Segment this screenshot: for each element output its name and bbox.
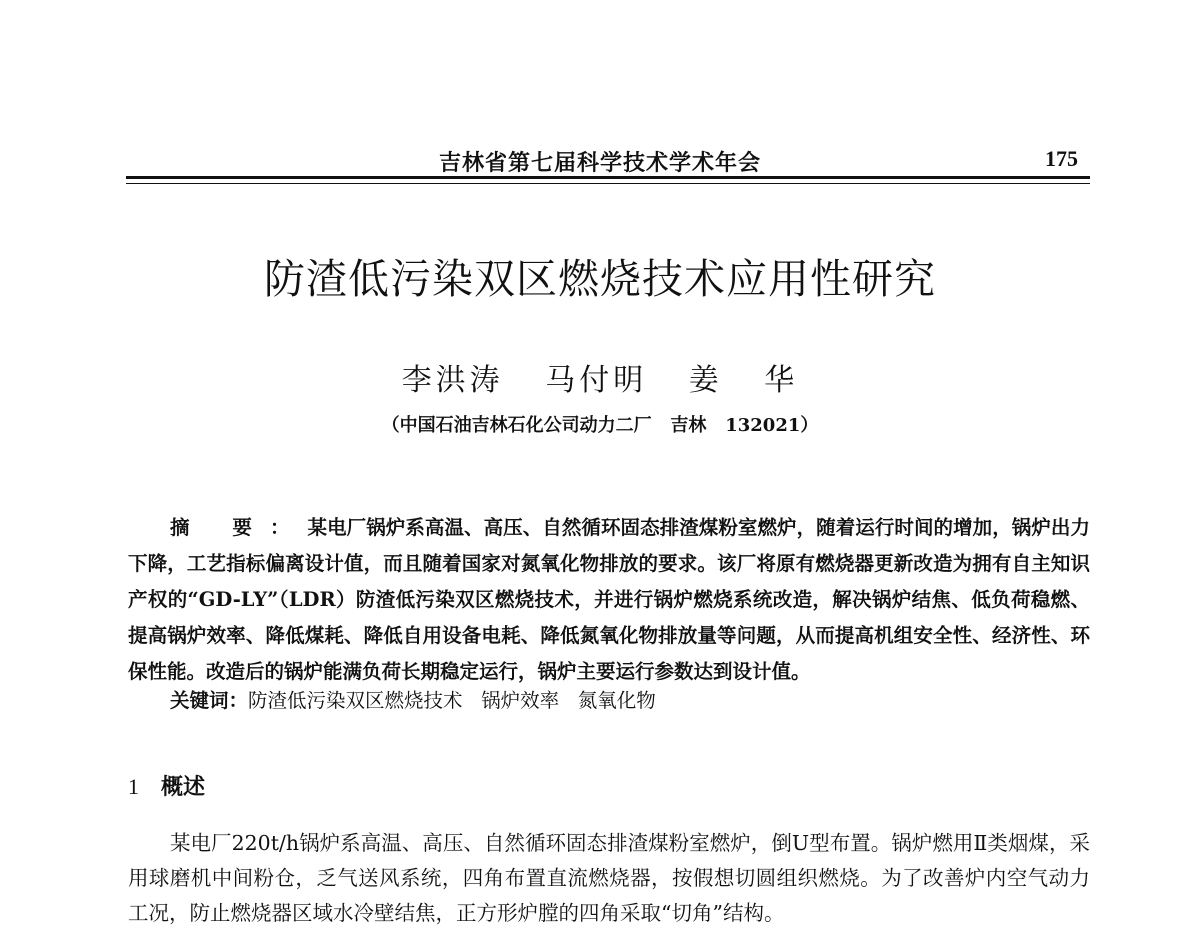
header-rule-thick <box>126 176 1090 179</box>
header-rule-thin <box>126 183 1090 184</box>
author-affiliation: （中国石油吉林石化公司动力二厂 吉林 132021） <box>381 415 819 436</box>
abstract-text: 某电厂锅炉系高温、高压、自然循环固态排渣煤粉室燃炉，随着运行时间的增加，锅炉出力下降，工艺指标偏离设计值，而且随着国家对氮氧化物排放的要求。该厂将原有燃烧器更新改造为拥有自主知识产权的“GD-LY”（LDR）防渣低污染双区燃烧技术，并进行锅炉燃烧系统改造，解决锅炉结焦、低负荷稳燃、提高锅炉效率、降低煤耗、降低自用设备电耗、降低氮氧化物排放量等问题，从而提高机组安全性、经济性、环保性能。改造后的锅炉能满负荷长期稳定运行，锅炉主要运行参数达到设计值。 <box>128 516 1090 683</box>
paper-title: 防渣低污染双区燃烧技术应用性研究 <box>264 255 936 303</box>
abstract-label: 摘 要： <box>170 516 308 539</box>
keywords-text: 防渣低污染双区燃烧技术 锅炉效率 氮氧化物 <box>248 689 656 712</box>
author-list: 李洪涛 马付明 姜 华 <box>401 363 799 398</box>
section-heading <box>128 770 205 801</box>
keywords <box>170 683 1090 719</box>
section-title: 概述 <box>161 774 206 800</box>
running-title: 吉林省第七届科学技术学术年会 <box>438 150 761 176</box>
keywords-label: 关键词： <box>170 689 249 712</box>
section-number: 1 <box>128 774 139 799</box>
page-number: 175 <box>1045 146 1078 171</box>
body-paragraph: 某电厂220t/h锅炉系高温、高压、自然循环固态排渣煤粉室燃炉，倒U型布置。锅炉燃用Ⅱ类烟煤，采用球磨机中间粉仓，乏气送风系统，四角布置直流燃烧器，按假想切圆组织燃烧。为了改善炉内空气动力工况，防止燃烧器区域水冷壁结焦，正方形炉膛的四角采取“切角”结构。 <box>128 831 1090 925</box>
abstract <box>128 510 1090 690</box>
